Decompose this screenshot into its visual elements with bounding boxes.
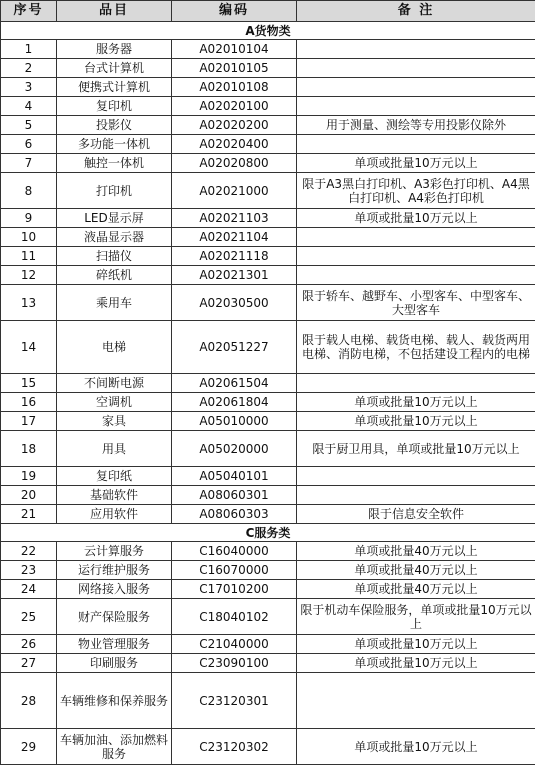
- cell-code: A02021000: [172, 173, 297, 209]
- section-header-row: [1, 524, 535, 542]
- cell-code: A08060301: [172, 486, 297, 505]
- cell-note: 限于厨卫用具，单项或批量10万元以上: [297, 431, 535, 467]
- cell-code: A05010000: [172, 412, 297, 431]
- cell-note: [297, 266, 535, 285]
- table-row: [1, 599, 535, 635]
- cell-no: 25: [1, 599, 57, 635]
- cell-code: A08060303: [172, 505, 297, 524]
- cell-no: 7: [1, 154, 57, 173]
- cell-code: C16040000: [172, 542, 297, 561]
- table-row: [1, 412, 535, 431]
- cell-note: 单项或批量40万元以上: [297, 580, 535, 599]
- cell-code: A02061504: [172, 374, 297, 393]
- cell-code: A02010108: [172, 78, 297, 97]
- cell-item: 多功能一体机: [57, 135, 172, 154]
- cell-no: 28: [1, 673, 57, 729]
- cell-note: [297, 673, 535, 729]
- cell-item: 应用软件: [57, 505, 172, 524]
- cell-item: 便携式计算机: [57, 78, 172, 97]
- cell-item: 触控一体机: [57, 154, 172, 173]
- cell-note: 限于信息安全软件: [297, 505, 535, 524]
- cell-no: 10: [1, 228, 57, 247]
- cell-note: 单项或批量10万元以上: [297, 412, 535, 431]
- table-row: [1, 374, 535, 393]
- cell-no: 17: [1, 412, 57, 431]
- cell-item: 基础软件: [57, 486, 172, 505]
- cell-item: 电梯: [57, 321, 172, 374]
- cell-note: [297, 135, 535, 154]
- cell-code: A02010104: [172, 40, 297, 59]
- table-row: [1, 59, 535, 78]
- cell-no: 16: [1, 393, 57, 412]
- cell-no: 13: [1, 285, 57, 321]
- cell-item: 乘用车: [57, 285, 172, 321]
- cell-code: A02021118: [172, 247, 297, 266]
- cell-item: 车辆加油、添加燃料服务: [57, 729, 172, 765]
- cell-item: 用具: [57, 431, 172, 467]
- cell-note: 用于测量、测绘等专用投影仪除外: [297, 116, 535, 135]
- cell-no: 27: [1, 654, 57, 673]
- cell-item: 家具: [57, 412, 172, 431]
- cell-note: 单项或批量40万元以上: [297, 542, 535, 561]
- cell-note: 单项或批量10万元以上: [297, 209, 535, 228]
- table-row: [1, 635, 535, 654]
- cell-item: 复印机: [57, 97, 172, 116]
- cell-no: 9: [1, 209, 57, 228]
- cell-item: 不间断电源: [57, 374, 172, 393]
- cell-item: 运行维护服务: [57, 561, 172, 580]
- table-row: [1, 561, 535, 580]
- table-row: [1, 97, 535, 116]
- cell-no: 4: [1, 97, 57, 116]
- cell-code: A02021103: [172, 209, 297, 228]
- cell-code: A02020400: [172, 135, 297, 154]
- cell-item: 服务器: [57, 40, 172, 59]
- cell-no: 11: [1, 247, 57, 266]
- cell-note: [297, 78, 535, 97]
- cell-note: 限于轿车、越野车、小型客车、中型客车、大型客车: [297, 285, 535, 321]
- cell-item: 扫描仪: [57, 247, 172, 266]
- cell-no: 23: [1, 561, 57, 580]
- cell-no: 3: [1, 78, 57, 97]
- header-no: 序号: [1, 1, 57, 22]
- cell-no: 6: [1, 135, 57, 154]
- cell-item: 液晶显示器: [57, 228, 172, 247]
- cell-item: 网络接入服务: [57, 580, 172, 599]
- cell-no: 5: [1, 116, 57, 135]
- cell-code: C21040000: [172, 635, 297, 654]
- cell-item: 车辆维修和保养服务: [57, 673, 172, 729]
- cell-note: 单项或批量10万元以上: [297, 654, 535, 673]
- section-title: A货物类: [1, 22, 535, 40]
- cell-item: 投影仪: [57, 116, 172, 135]
- cell-no: 20: [1, 486, 57, 505]
- cell-no: 21: [1, 505, 57, 524]
- cell-note: 限于载人电梯、载货电梯、载人、载货两用电梯、消防电梯，不包括建设工程内的电梯: [297, 321, 535, 374]
- cell-no: 24: [1, 580, 57, 599]
- table-row: [1, 228, 535, 247]
- cell-code: A02021301: [172, 266, 297, 285]
- table-row: [1, 116, 535, 135]
- cell-note: [297, 228, 535, 247]
- cell-no: 18: [1, 431, 57, 467]
- cell-note: 单项或批量10万元以上: [297, 154, 535, 173]
- cell-code: C18040102: [172, 599, 297, 635]
- table-row: [1, 654, 535, 673]
- cell-note: 单项或批量40万元以上: [297, 561, 535, 580]
- cell-code: A02051227: [172, 321, 297, 374]
- table-row: [1, 266, 535, 285]
- cell-note: 单项或批量10万元以上: [297, 729, 535, 765]
- cell-note: [297, 374, 535, 393]
- cell-code: A02030500: [172, 285, 297, 321]
- table-body: [1, 22, 535, 765]
- header-code: 编码: [172, 1, 297, 22]
- cell-no: 12: [1, 266, 57, 285]
- cell-code: A02021104: [172, 228, 297, 247]
- cell-no: 1: [1, 40, 57, 59]
- cell-code: A02010105: [172, 59, 297, 78]
- table-row: [1, 285, 535, 321]
- cell-item: 财产保险服务: [57, 599, 172, 635]
- cell-no: 26: [1, 635, 57, 654]
- cell-item: 空调机: [57, 393, 172, 412]
- cell-no: 2: [1, 59, 57, 78]
- cell-code: C23120301: [172, 673, 297, 729]
- cell-no: 29: [1, 729, 57, 765]
- table-row: [1, 40, 535, 59]
- table-row: [1, 505, 535, 524]
- cell-item: 打印机: [57, 173, 172, 209]
- cell-note: 限于机动车保险服务，单项或批量10万元以上: [297, 599, 535, 635]
- cell-note: [297, 97, 535, 116]
- table-row: [1, 542, 535, 561]
- section-header-row: [1, 22, 535, 40]
- table-row: [1, 247, 535, 266]
- table-row: [1, 486, 535, 505]
- cell-code: C23090100: [172, 654, 297, 673]
- cell-note: [297, 467, 535, 486]
- cell-no: 22: [1, 542, 57, 561]
- cell-note: [297, 486, 535, 505]
- header-row: [1, 1, 535, 22]
- header-item: 品目: [57, 1, 172, 22]
- cell-item: 碎纸机: [57, 266, 172, 285]
- table-row: [1, 209, 535, 228]
- cell-code: A02061804: [172, 393, 297, 412]
- cell-note: 限于A3黑白打印机、A3彩色打印机、A4黑白打印机、A4彩色打印机: [297, 173, 535, 209]
- table-row: [1, 673, 535, 729]
- cell-item: 复印纸: [57, 467, 172, 486]
- table-row: [1, 321, 535, 374]
- cell-code: C16070000: [172, 561, 297, 580]
- table-row: [1, 431, 535, 467]
- cell-no: 15: [1, 374, 57, 393]
- cell-item: 台式计算机: [57, 59, 172, 78]
- cell-code: C23120302: [172, 729, 297, 765]
- cell-code: A02020200: [172, 116, 297, 135]
- cell-item: 物业管理服务: [57, 635, 172, 654]
- table-row: [1, 580, 535, 599]
- table-row: [1, 135, 535, 154]
- section-title: C服务类: [1, 524, 535, 542]
- table-row: [1, 467, 535, 486]
- table-row: [1, 78, 535, 97]
- cell-item: LED显示屏: [57, 209, 172, 228]
- cell-no: 8: [1, 173, 57, 209]
- cell-note: [297, 40, 535, 59]
- cell-note: 单项或批量10万元以上: [297, 393, 535, 412]
- cell-note: [297, 247, 535, 266]
- cell-item: 印刷服务: [57, 654, 172, 673]
- table-row: [1, 154, 535, 173]
- cell-code: C17010200: [172, 580, 297, 599]
- table-row: [1, 729, 535, 765]
- table-row: [1, 393, 535, 412]
- cell-no: 19: [1, 467, 57, 486]
- cell-code: A05040101: [172, 467, 297, 486]
- header-note: 备 注: [297, 1, 535, 22]
- cell-code: A05020000: [172, 431, 297, 467]
- cell-no: 14: [1, 321, 57, 374]
- cell-item: 云计算服务: [57, 542, 172, 561]
- cell-code: A02020800: [172, 154, 297, 173]
- cell-code: A02020100: [172, 97, 297, 116]
- cell-note: [297, 59, 535, 78]
- cell-note: 单项或批量10万元以上: [297, 635, 535, 654]
- table-row: [1, 173, 535, 209]
